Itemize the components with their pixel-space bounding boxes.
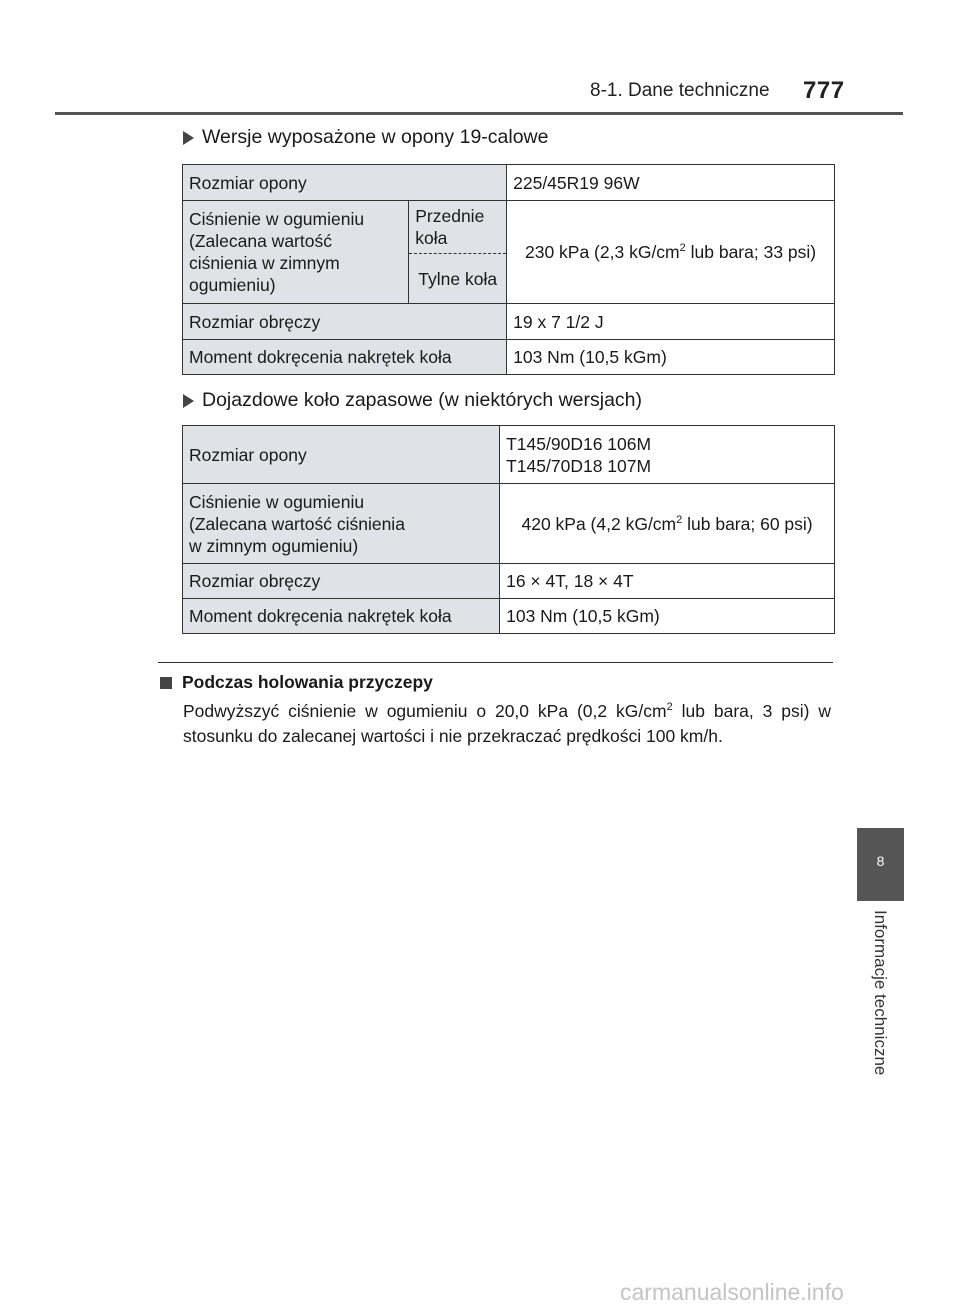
triangle-bullet-icon — [183, 394, 194, 408]
pressure-label-line: (Zalecana wartość — [189, 231, 332, 251]
chapter-label: Informacje techniczne — [871, 910, 890, 1076]
pressure-label — [183, 484, 500, 564]
pressure-value — [500, 484, 835, 564]
note-title-text: Podczas holowania przyczepy — [182, 672, 433, 692]
note-divider — [158, 662, 833, 663]
table-row — [183, 599, 835, 634]
table-row — [183, 564, 835, 599]
square-bullet-icon — [160, 677, 172, 689]
section2-heading-text: Dojazdowe koło zapasowe (w niektórych wersjach) — [202, 389, 643, 411]
header-divider — [55, 112, 903, 115]
section2-heading — [183, 389, 642, 412]
table-row — [183, 484, 835, 564]
rim-size-label: Rozmiar obręczy — [183, 304, 507, 340]
torque-label: Moment dokręcenia nakrętek koła — [183, 340, 507, 375]
triangle-bullet-icon — [183, 131, 194, 145]
table-row — [183, 426, 835, 484]
table-row — [183, 340, 835, 375]
tire-size-values — [500, 426, 835, 484]
pressure-label-line: (Zalecana wartość ciśnienia — [189, 513, 405, 534]
note-body-superscript: 2 — [666, 701, 673, 714]
header-section-title: 8-1. Dane techniczne — [590, 80, 770, 101]
pressure-label — [183, 201, 409, 304]
pressure-value-text: 230 kPa (2,3 kG/cm — [524, 242, 680, 262]
chapter-tab: 8 — [857, 828, 904, 901]
table-row — [183, 304, 835, 340]
note-body-text: Podwyższyć ciśnienie w ogumieniu o 20,0 kPa (0,2 kG/cm — [183, 701, 667, 721]
table-row — [183, 201, 835, 254]
pressure-label-line: Ciśnienie w ogumieniu — [189, 491, 365, 512]
tire-size-value: T145/90D16 106M — [506, 433, 652, 454]
pressure-value-text: 420 kPa (4,2 kG/cm — [521, 513, 677, 534]
section1-heading — [183, 126, 549, 149]
note-body — [183, 699, 831, 749]
note-body-text-end: lub bara, 3 psi) w stosunku do zalecanej wartości i nie przekraczać prędkości 100 km/h. — [183, 701, 831, 746]
pressure-value-text-end: lub bara; 33 psi) — [685, 242, 817, 262]
torque-value: 103 Nm (10,5 kGm) — [507, 340, 835, 375]
rim-size-value: 16 × 4T, 18 × 4T — [500, 564, 835, 599]
page-number: 777 — [803, 77, 845, 104]
pressure-label-line: w zimnym ogumieniu) — [189, 535, 359, 556]
rim-size-value: 19 x 7 1/2 J — [507, 304, 835, 340]
front-wheels-label — [409, 201, 507, 254]
front-wheels-label-line: Przednie — [415, 206, 485, 226]
pressure-label-line: ogumieniu) — [189, 275, 276, 295]
pressure-value-text-end: lub bara; 60 psi) — [682, 513, 813, 534]
rim-size-label: Rozmiar obręczy — [183, 564, 500, 599]
tire-size-value: T145/70D18 107M — [506, 455, 652, 476]
tire-size-label: Rozmiar opony — [183, 426, 500, 484]
section1-heading-text: Wersje wyposażone w opony 19-calowe — [202, 126, 549, 148]
pressure-value — [507, 201, 835, 304]
pressure-value-superscript: 2 — [679, 242, 686, 255]
table-row — [183, 165, 835, 201]
tire-size-value: 225/45R19 96W — [507, 165, 835, 201]
spec-table-spare — [182, 425, 835, 634]
watermark: carmanualsonline.info — [620, 1279, 844, 1305]
note-title — [160, 672, 433, 693]
torque-label: Moment dokręcenia nakrętek koła — [183, 599, 500, 634]
spec-table-19inch — [182, 164, 835, 375]
torque-value: 103 Nm (10,5 kGm) — [500, 599, 835, 634]
pressure-value-superscript: 2 — [676, 513, 683, 526]
front-wheels-label-line: koła — [415, 228, 448, 248]
rear-wheels-label: Tylne koła — [409, 254, 507, 304]
pressure-label-line: ciśnienia w zimnym — [189, 253, 340, 273]
tire-size-label: Rozmiar opony — [183, 165, 507, 201]
pressure-label-line: Ciśnienie w ogumieniu — [189, 209, 365, 229]
